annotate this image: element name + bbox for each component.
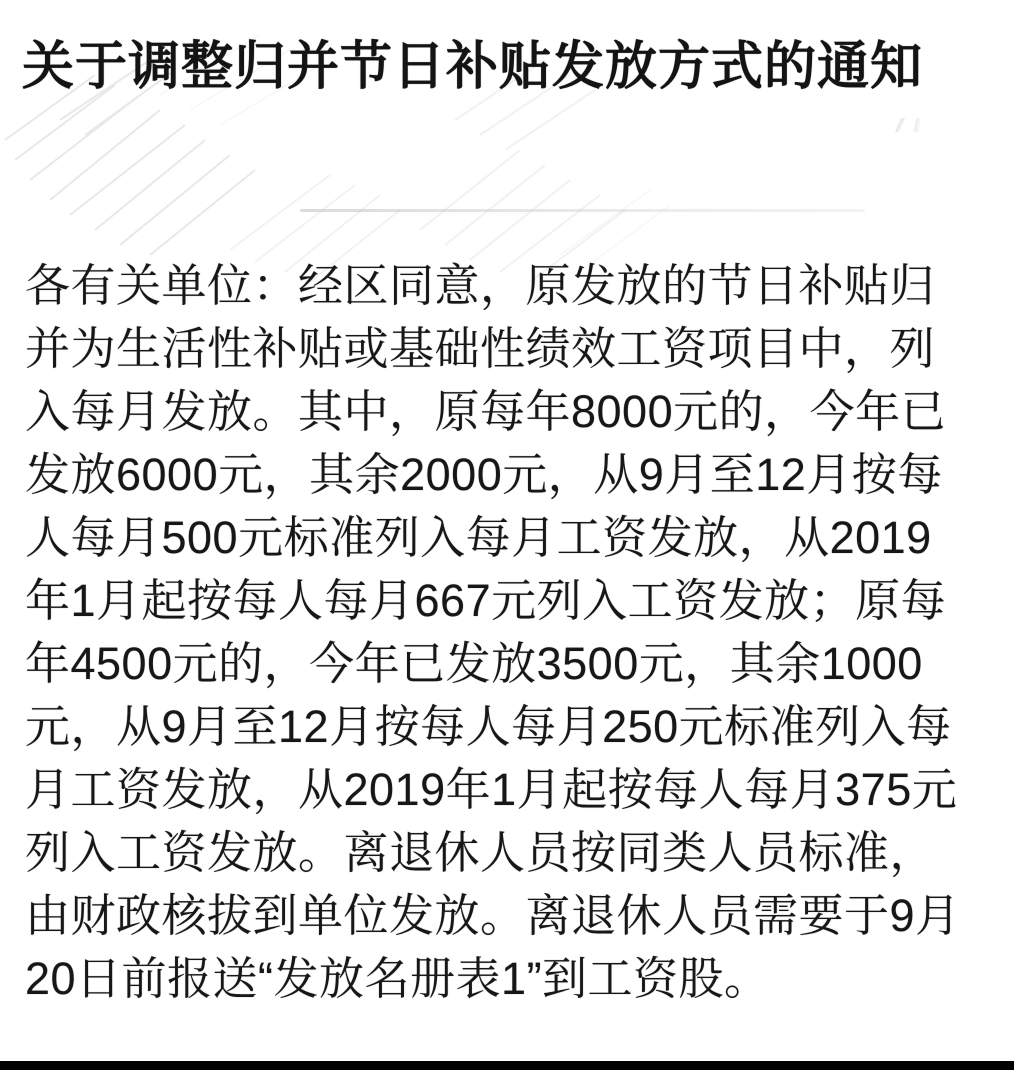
faint-mark	[866, 118, 946, 132]
notice-title: 关于调整归并节日补贴发放方式的通知	[22, 38, 924, 96]
notice-body-line: 发放6000元，其余2000元，从9月至12月按每	[25, 449, 943, 500]
notice-body-line: 20日前报送“发放名册表1”到工资股。	[25, 953, 770, 1004]
notice-body-line: 由财政核拔到单位发放。离退休人员需要于9月	[25, 890, 961, 941]
notice-body	[25, 254, 1003, 1010]
notice-body-line: 月工资发放，从2019年1月起按每人每月375元	[25, 764, 958, 815]
notice-body-line: 年4500元的，今年已发放3500元，其余1000	[25, 638, 923, 689]
notice-body-line: 各有关单位：经区同意，原发放的节日补贴归	[25, 260, 936, 311]
notice-body-line: 元，从9月至12月按每人每月250元标准列入每	[25, 701, 952, 752]
photo-bottom-edge	[0, 1061, 1014, 1070]
faint-scan-line	[300, 209, 865, 212]
notice-body-line: 并为生活性补贴或基础性绩效工资项目中，列	[25, 323, 936, 374]
notice-body-line: 人每月500元标准列入每月工资发放，从2019	[25, 512, 932, 563]
notice-body-line: 列入工资发放。离退休人员按同类人员标准，	[25, 827, 936, 878]
notice-body-line: 入每月发放。其中，原每年8000元的，今年已	[25, 386, 947, 437]
notice-body-line: 年1月起按每人每月667元列入工资发放；原每	[25, 575, 947, 626]
